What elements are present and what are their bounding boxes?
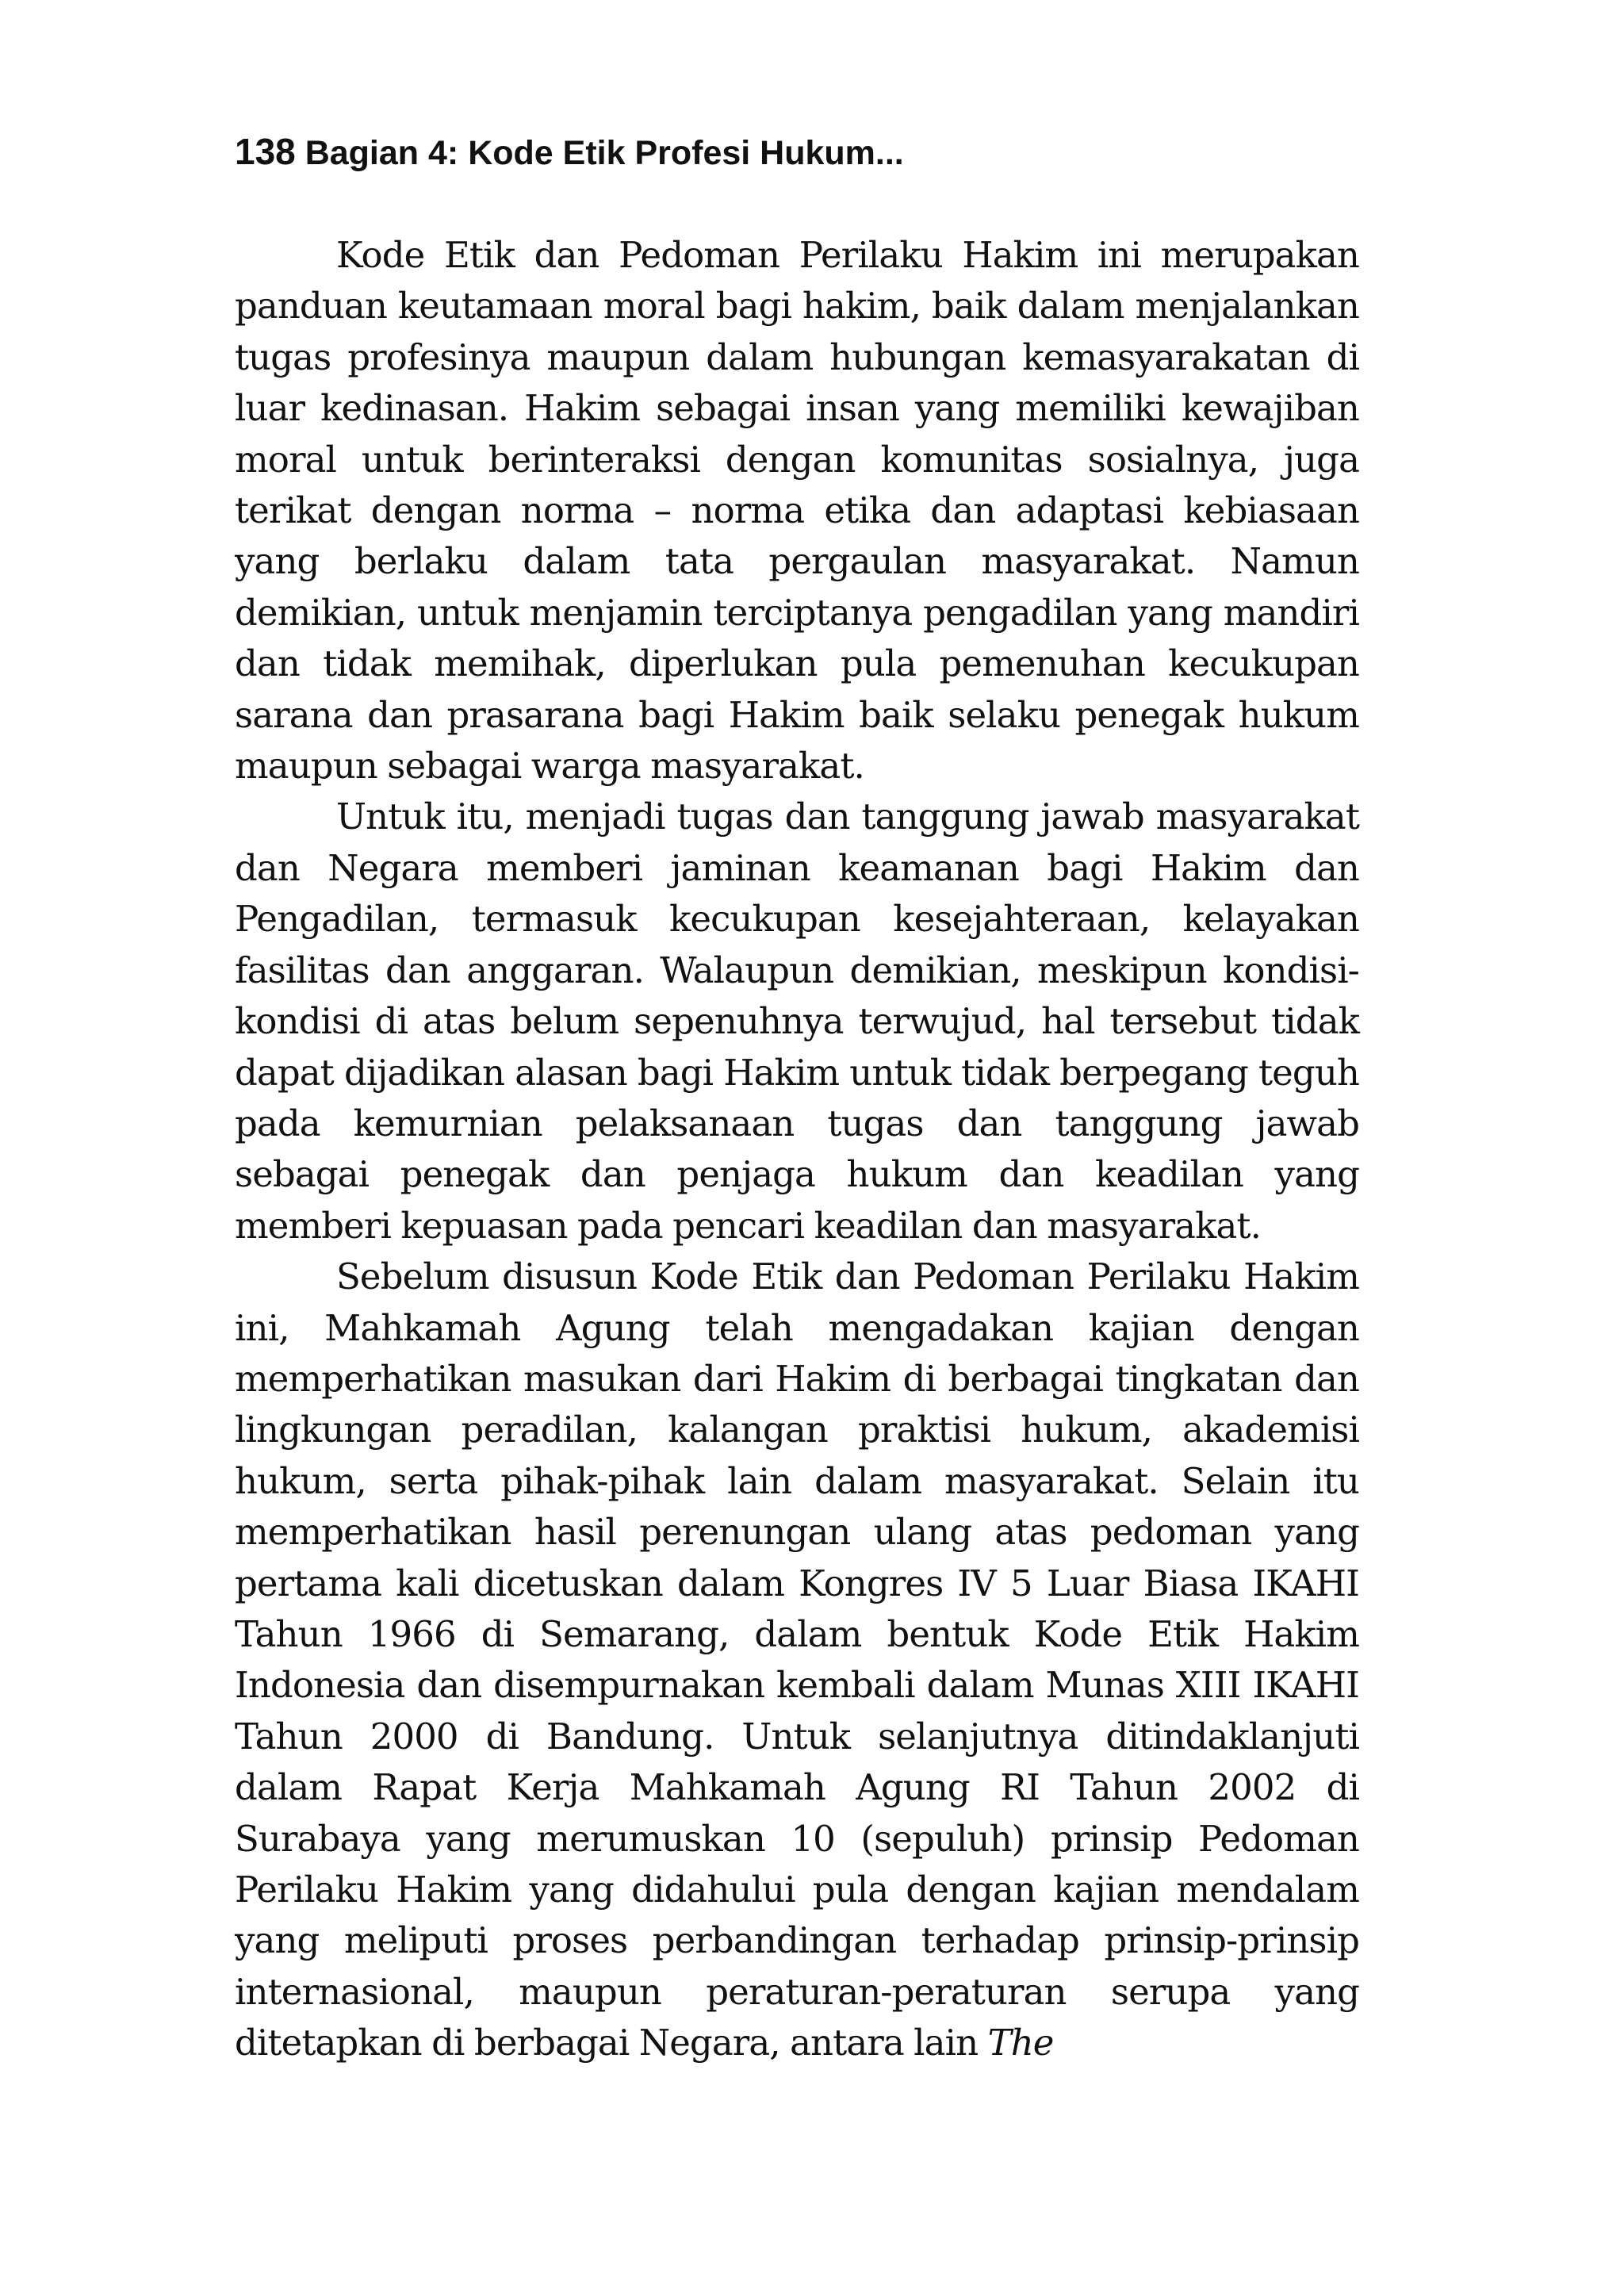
page-number: 138 [235, 131, 296, 172]
paragraph-3-text: Sebelum disusun Kode Etik dan Pedoman Perilaku Hakim ini, Mahkamah Agung telah mengadakan kajian dengan memperhatikan masukan dari Hakim di berbagai tingkatan dan lingkungan peradilan, kalangan praktisi hukum, akademisi hukum, serta pihak-pihak lain dalam masyarakat. Selain itu memperhatikan hasil perenungan ulang atas pedoman yang pertama kali dicetuskan dalam Kongres IV 5 Luar Biasa IKAHI Tahun 1966 di Semarang, dalam bentuk Kode Etik Hakim Indonesia dan disempurnakan kembali dalam Munas XIII IKAHI Tahun 2000 di Bandung. Untuk selanjutnya ditindaklanjuti dalam Rapat Kerja Mahkamah Agung RI Tahun 2002 di Surabaya yang merumuskan 10 (sepuluh) prinsip Pedoman Perilaku Hakim yang didahului pula dengan kajian mendalam yang meliputi proses perbandingan terhadap prinsip-prinsip internasional, maupun peraturan-peraturan serupa yang ditetapkan di berbagai Negara, antara lain [235, 1255, 1359, 2064]
body-text [235, 230, 1359, 2069]
paragraph-3-italic-text: The [987, 2022, 1054, 2064]
paragraph-3 [235, 1251, 1359, 2069]
paragraph-2 [235, 792, 1359, 1251]
header-title: Bagian 4: Kode Etik Profesi Hukum... [304, 134, 904, 172]
paragraph-1 [235, 230, 1359, 792]
running-header [235, 127, 904, 178]
paragraph-1-text: Kode Etik dan Pedoman Perilaku Hakim ini merupakan panduan keutamaan moral bagi hakim, baik dalam menjalankan tugas profesinya maupun dalam hubungan kemasyarakatan di luar kedinasan. Hakim sebagai insan yang memiliki kewajiban moral untuk berinteraksi dengan komunitas sosialnya, juga terikat dengan norma – norma etika dan adaptasi kebiasaan yang berlaku dalam tata pergaulan masyarakat. Namun demikian, untuk menjamin terciptanya pengadilan yang mandiri dan tidak memihak, diperlukan pula pemenuhan kecukupan sarana dan prasarana bagi Hakim baik selaku penegak hukum maupun sebagai warga masyarakat. [235, 234, 1359, 788]
paragraph-2-text: Untuk itu, menjadi tugas dan tanggung jawab masyarakat dan Negara memberi jaminan keamanan bagi Hakim dan Pengadilan, termasuk kecukupan kesejahteraan, kelayakan fasilitas dan anggaran. Walaupun demikian, meskipun kondisi-kondisi di atas belum sepenuhnya terwujud, hal tersebut tidak dapat dijadikan alasan bagi Hakim untuk tidak berpegang teguh pada kemurnian pelaksanaan tugas dan tanggung jawab sebagai penegak dan penjaga hukum dan keadilan yang memberi kepuasan pada pencari keadilan dan masyarakat. [235, 795, 1359, 1247]
